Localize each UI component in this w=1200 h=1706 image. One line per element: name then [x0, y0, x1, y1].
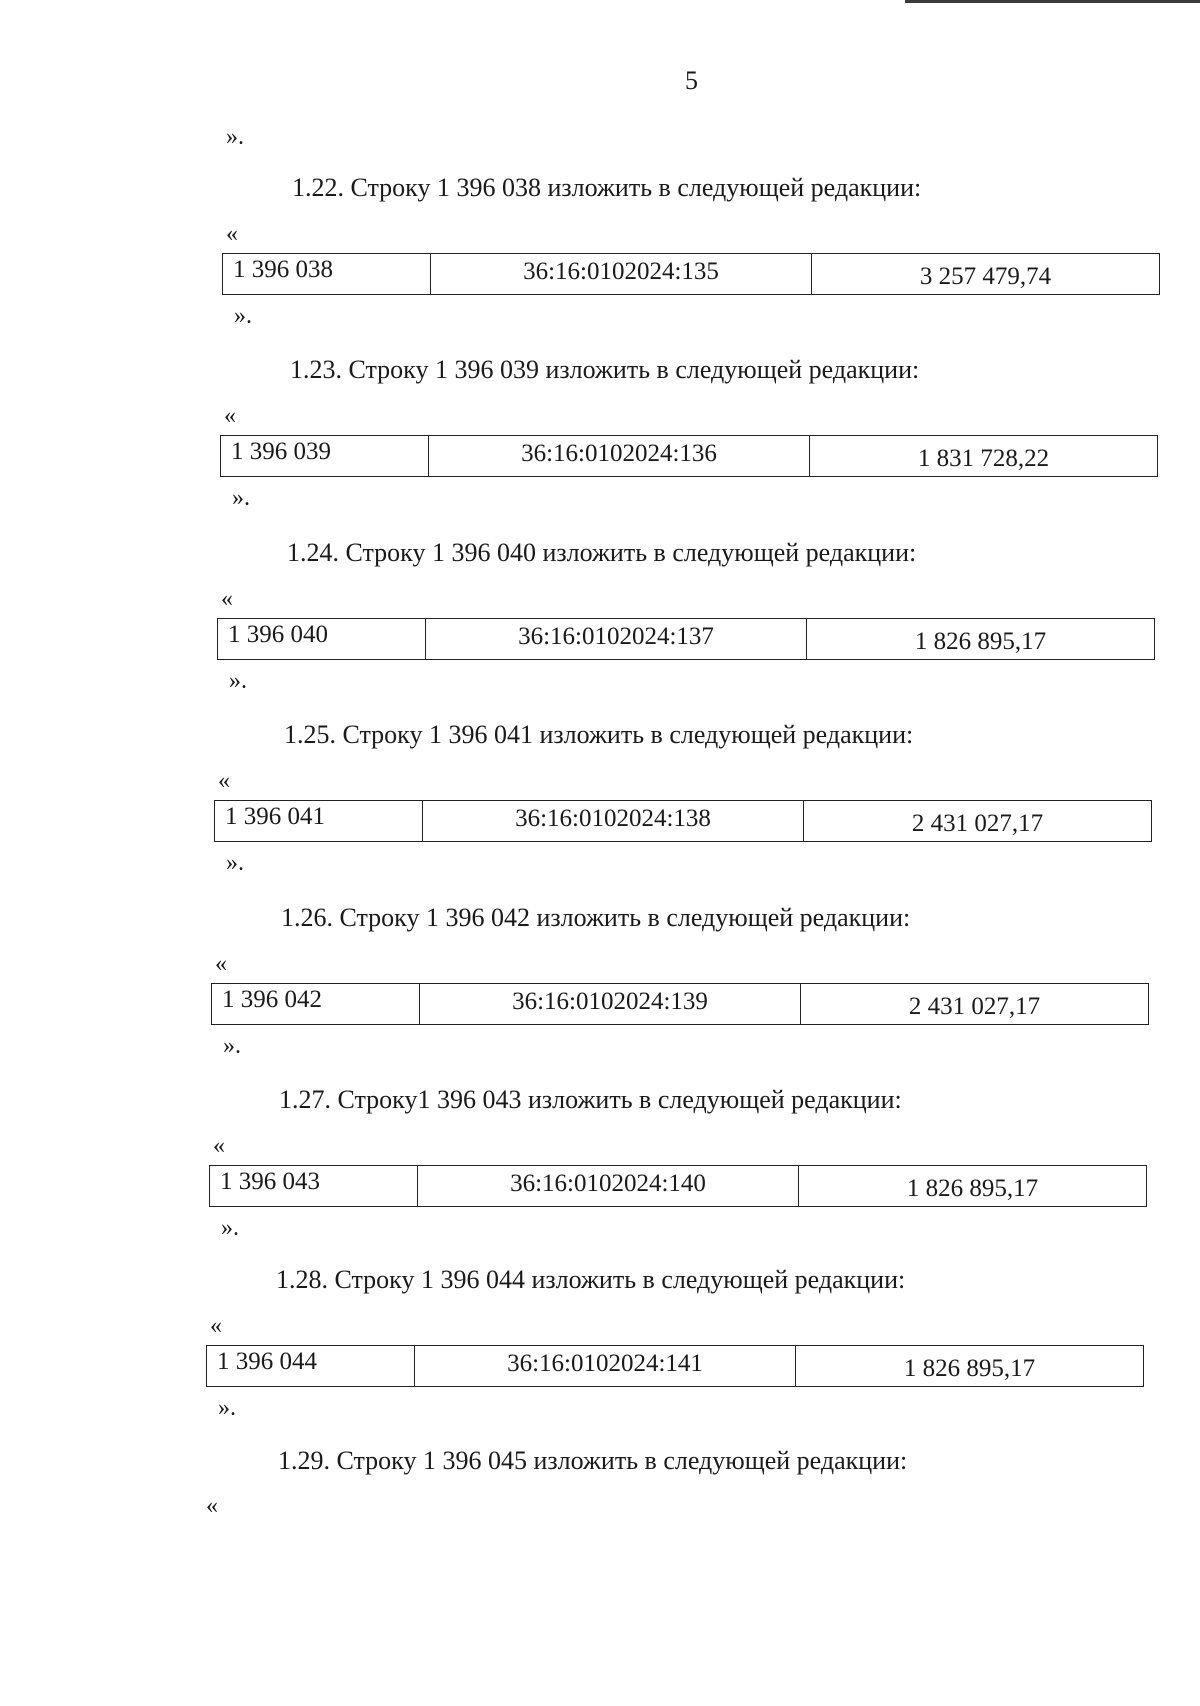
amendment-entry: [206, 1265, 1166, 1448]
row-number-cell: 1 396 044: [207, 1346, 415, 1386]
table-row: [220, 435, 1158, 477]
amendment-entry: [214, 720, 1174, 903]
cadastral-number-cell: 36:16:0102024:139: [420, 984, 801, 1024]
opening-quote: «: [221, 586, 233, 612]
amendment-entry: [217, 538, 1177, 721]
value-cell: 1 826 895,17: [914, 628, 1047, 655]
table-row: [209, 1165, 1147, 1207]
closing-quote: ».: [223, 1033, 241, 1059]
opening-quote: «: [213, 1133, 225, 1159]
closing-quote: ».: [218, 1395, 236, 1421]
cadastral-number-cell: 36:16:0102024:137: [426, 619, 807, 659]
page-number: 5: [685, 66, 698, 95]
opening-quote: «: [215, 951, 227, 977]
row-number-cell: 1 396 043: [210, 1166, 418, 1206]
cadastral-number-cell: 36:16:0102024:138: [423, 801, 804, 841]
value-cell: 2 431 027,17: [908, 993, 1041, 1020]
amendment-heading: 1.26. Строку 1 396 042 изложить в следующей редакции:: [281, 903, 911, 932]
amendment-heading: 1.22. Строку 1 396 038 изложить в следующей редакции:: [292, 173, 922, 202]
amendment-entry: [211, 903, 1171, 1086]
row-number-cell: 1 396 041: [215, 801, 423, 841]
amendment-heading: 1.28. Строку 1 396 044 изложить в следующей редакции:: [276, 1265, 906, 1294]
closing-quote: ».: [226, 124, 244, 150]
cadastral-number-cell: 36:16:0102024:136: [429, 436, 810, 476]
table-row: [222, 253, 1160, 295]
opening-quote: «: [224, 403, 236, 429]
value-cell: 3 257 479,74: [919, 263, 1052, 290]
cadastral-number-cell: 36:16:0102024:140: [418, 1166, 799, 1206]
amendment-entry: [209, 1085, 1169, 1268]
closing-quote: ».: [221, 1215, 239, 1241]
table-row: [211, 983, 1149, 1025]
row-number-cell: 1 396 042: [212, 984, 420, 1024]
amendment-heading: 1.24. Строку 1 396 040 изложить в следующей редакции:: [287, 538, 917, 567]
row-number-cell: 1 396 039: [221, 436, 429, 476]
closing-quote: ».: [229, 668, 247, 694]
value-cell: 1 826 895,17: [906, 1175, 1039, 1202]
scan-edge-line: [905, 0, 1200, 3]
value-cell: 1 826 895,17: [903, 1355, 1036, 1382]
cadastral-number-cell: 36:16:0102024:141: [415, 1346, 796, 1386]
amendment-entry: [220, 355, 1180, 538]
amendment-entry: [222, 173, 1182, 356]
amendment-heading: 1.25. Строку 1 396 041 изложить в следующей редакции:: [284, 720, 914, 749]
closing-quote: ».: [234, 303, 252, 329]
opening-quote: «: [206, 1493, 218, 1519]
value-cell: 1 831 728,22: [917, 445, 1050, 472]
table-row: [217, 618, 1155, 660]
opening-quote: «: [226, 221, 238, 247]
table-row: [214, 800, 1152, 842]
table-row: [206, 1345, 1144, 1387]
row-number-cell: 1 396 038: [223, 254, 431, 294]
amendment-heading: 1.23. Строку 1 396 039 изложить в следующей редакции:: [290, 355, 920, 384]
closing-quote: ».: [232, 485, 250, 511]
row-number-cell: 1 396 040: [218, 619, 426, 659]
amendment-heading: 1.27. Строку1 396 043 изложить в следующей редакции:: [279, 1085, 902, 1114]
cadastral-number-cell: 36:16:0102024:135: [431, 254, 812, 294]
opening-quote: «: [210, 1313, 222, 1339]
closing-quote: ».: [226, 850, 244, 876]
opening-quote: «: [218, 768, 230, 794]
amendment-heading: 1.29. Строку 1 396 045 изложить в следующей редакции:: [278, 1446, 908, 1475]
value-cell: 2 431 027,17: [911, 810, 1044, 837]
